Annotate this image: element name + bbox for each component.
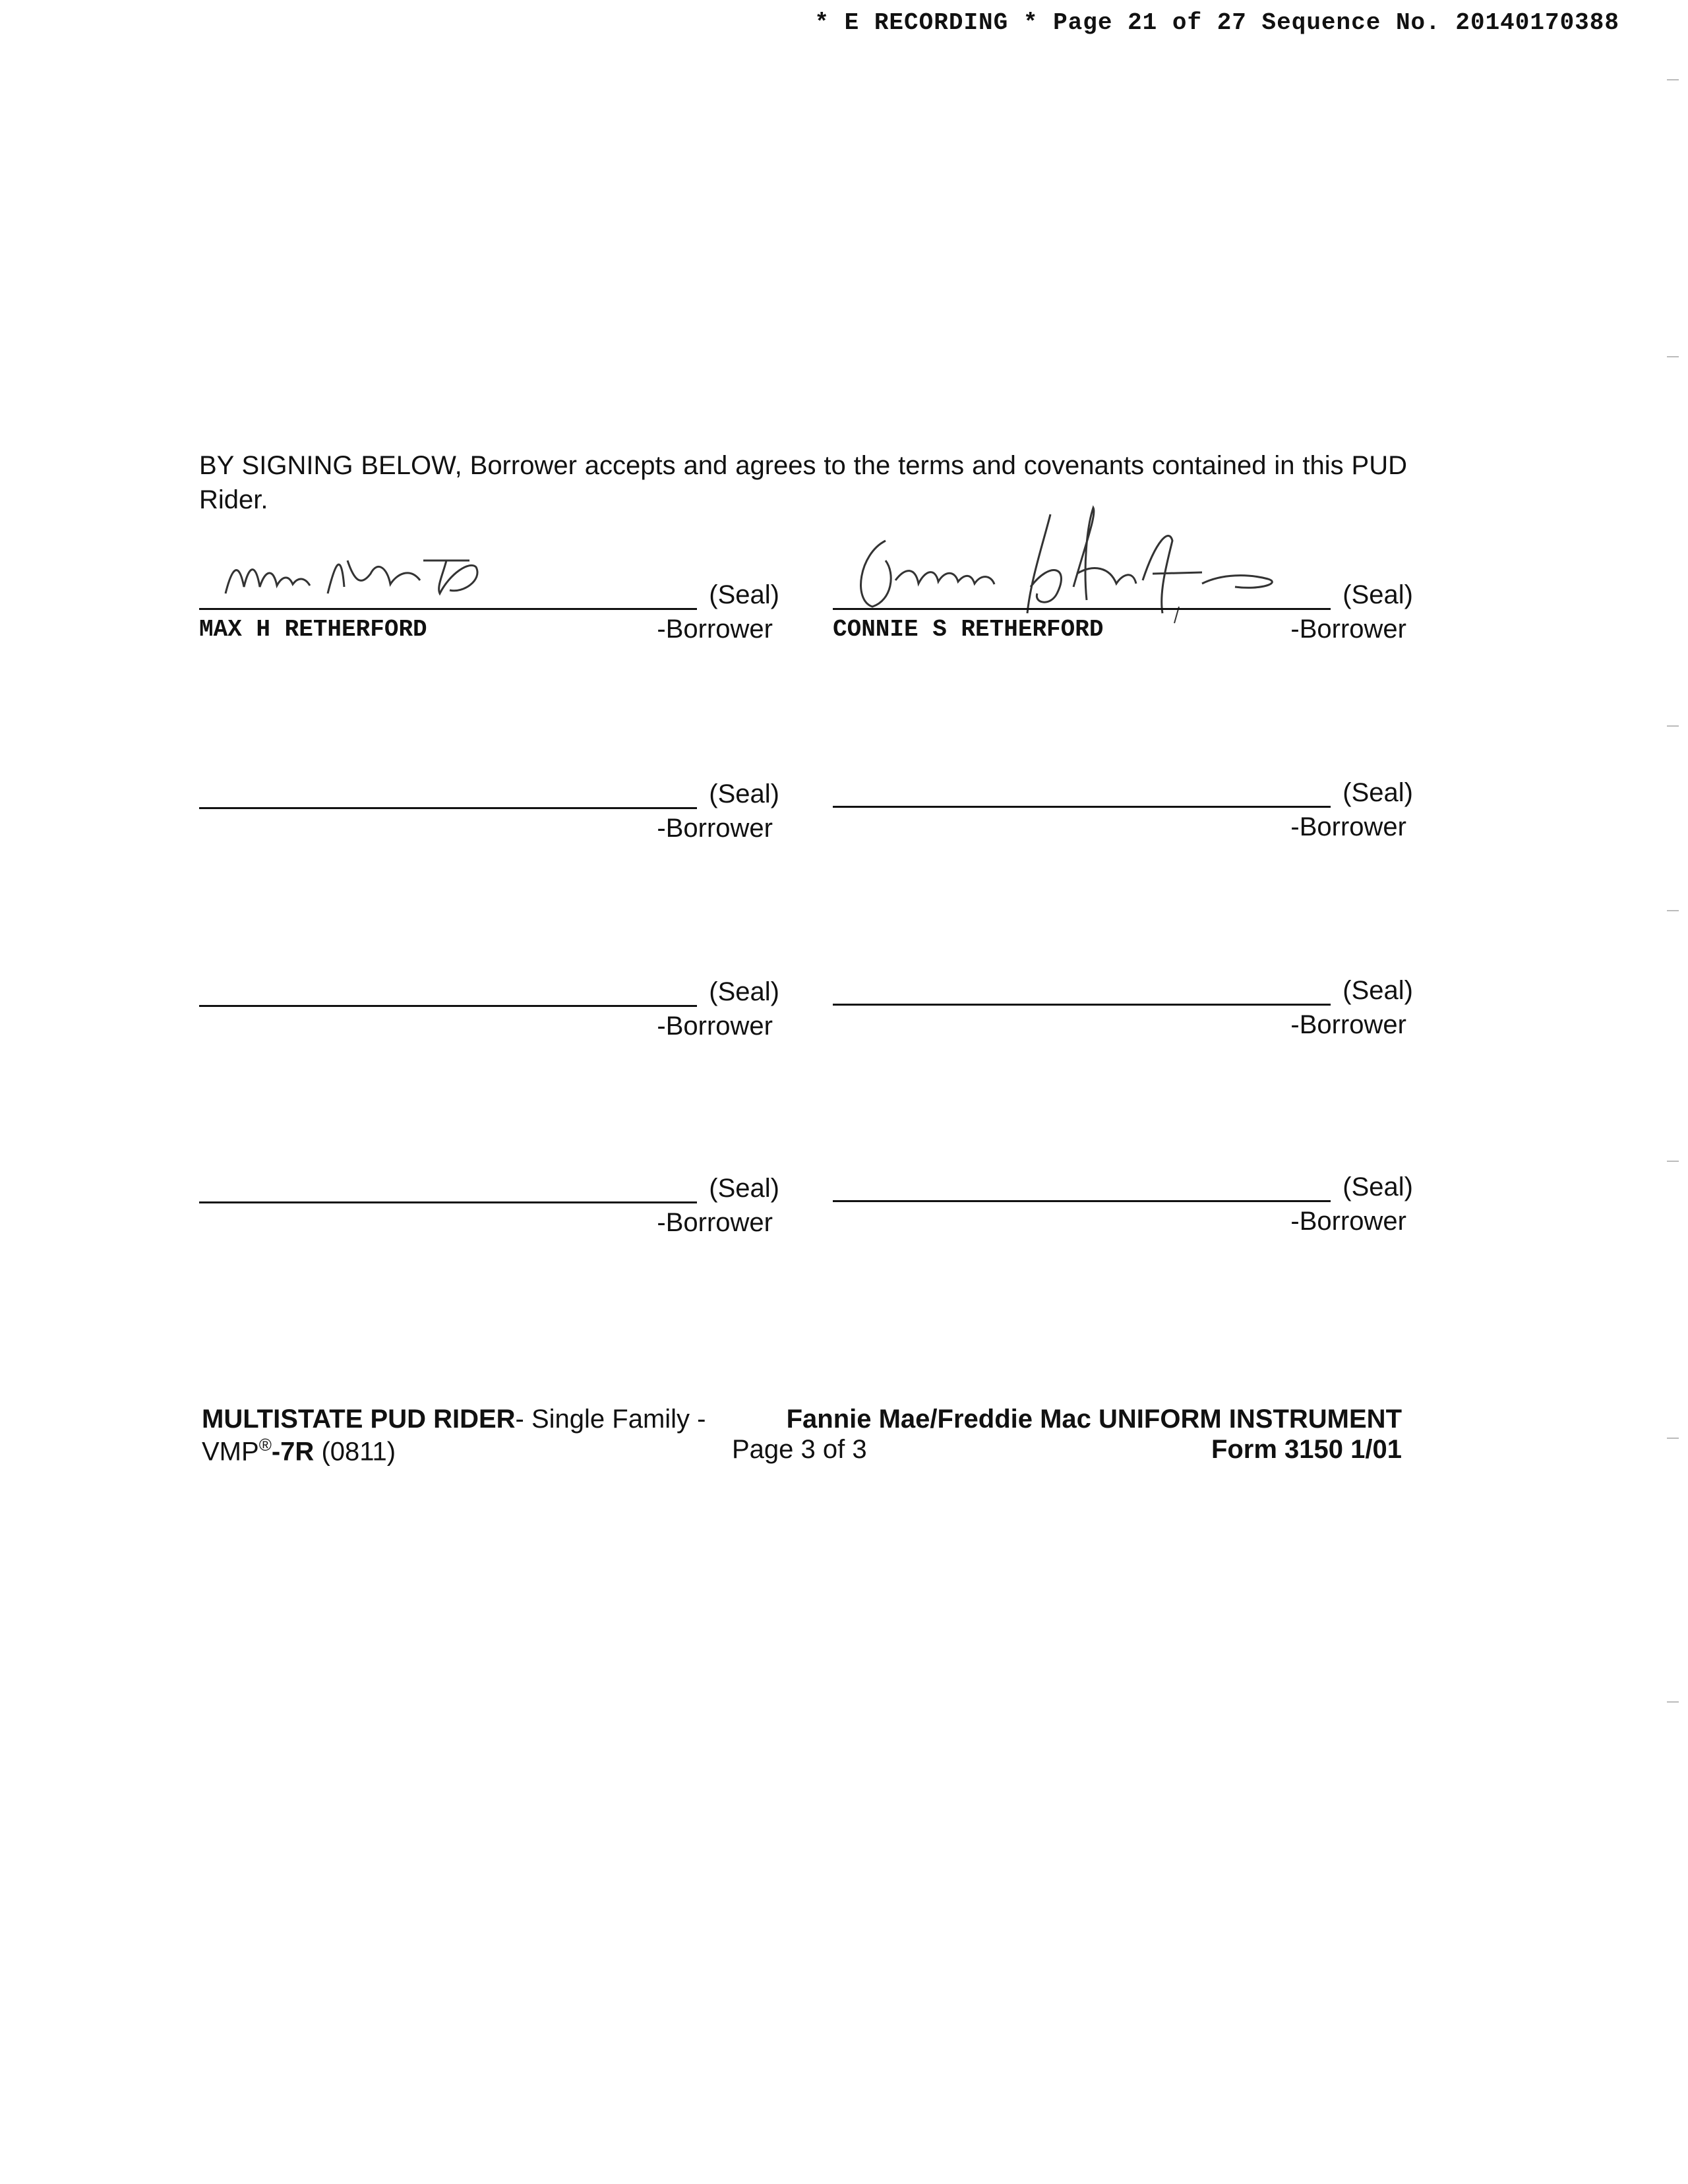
signature-block-8: [833, 1159, 1413, 1252]
borrower-role: -Borrower: [657, 1012, 773, 1041]
seal-label: (Seal): [1342, 976, 1413, 1005]
uniform-instrument: Fannie Mae/Freddie Mac UNIFORM INSTRUMENT: [786, 1405, 1402, 1434]
borrower-name: MAX H RETHERFORD: [199, 616, 427, 643]
signature-line: [199, 1201, 697, 1203]
signature-line: [833, 608, 1331, 610]
page-number: Page 3 of 3: [732, 1435, 867, 1464]
signature-block-5: [199, 964, 779, 1056]
borrower-role: -Borrower: [657, 1208, 773, 1237]
rider-subtitle: - Single Family -: [515, 1405, 706, 1434]
vmp-code: VMP®-7R (0811): [202, 1435, 396, 1467]
borrower-role: -Borrower: [1290, 615, 1406, 644]
scan-mark: [1667, 725, 1679, 727]
seal-label: (Seal): [709, 580, 779, 609]
signature-line: [833, 1200, 1331, 1202]
borrower-role: -Borrower: [657, 814, 773, 843]
signature-block-3: [199, 766, 779, 859]
signature-line: [199, 807, 697, 809]
signing-statement: BY SIGNING BELOW, Borrower accepts and agrees to the terms and covenants contained in this PUD Rider.: [199, 451, 1407, 514]
seal-label: (Seal): [1342, 580, 1413, 609]
form-number: Form 3150 1/01: [1211, 1435, 1402, 1464]
scan-mark: [1667, 910, 1679, 911]
scan-mark: [1667, 1438, 1679, 1439]
seal-label: (Seal): [709, 1174, 779, 1203]
borrower-role: -Borrower: [1290, 1207, 1406, 1236]
signature-block-1: [199, 567, 779, 659]
handwritten-signature-max: [212, 521, 621, 613]
signature-block-2: [833, 567, 1413, 659]
borrower-role: -Borrower: [657, 615, 773, 644]
signature-line: [199, 608, 697, 610]
signature-line: [833, 806, 1331, 808]
seal-label: (Seal): [709, 779, 779, 808]
signature-line: [199, 1005, 697, 1007]
registered-mark: ®: [258, 1435, 272, 1455]
footer-title-row: [202, 1405, 1402, 1435]
signature-block-7: [199, 1161, 779, 1253]
scan-mark: [1667, 356, 1679, 357]
borrower-role: -Borrower: [1290, 812, 1406, 841]
footer-info-row: [202, 1435, 1402, 1465]
seal-label: (Seal): [1342, 1172, 1413, 1201]
signature-block-4: [833, 765, 1413, 857]
seal-label: (Seal): [709, 977, 779, 1006]
recording-header: * E RECORDING * Page 21 of 27 Sequence No. 20140170388: [814, 9, 1619, 36]
signature-block-6: [833, 963, 1413, 1055]
scan-mark: [1667, 1701, 1679, 1703]
signature-line: [833, 1004, 1331, 1006]
form-footer: [202, 1405, 1402, 1465]
scan-mark: [1667, 1161, 1679, 1162]
borrower-role: -Borrower: [1290, 1010, 1406, 1039]
rider-title: MULTISTATE PUD RIDER: [202, 1405, 516, 1434]
scan-mark: [1667, 79, 1679, 80]
borrower-name: CONNIE S RETHERFORD: [833, 616, 1104, 643]
scan-margin-marks: [1659, 0, 1679, 2184]
seal-label: (Seal): [1342, 778, 1413, 807]
